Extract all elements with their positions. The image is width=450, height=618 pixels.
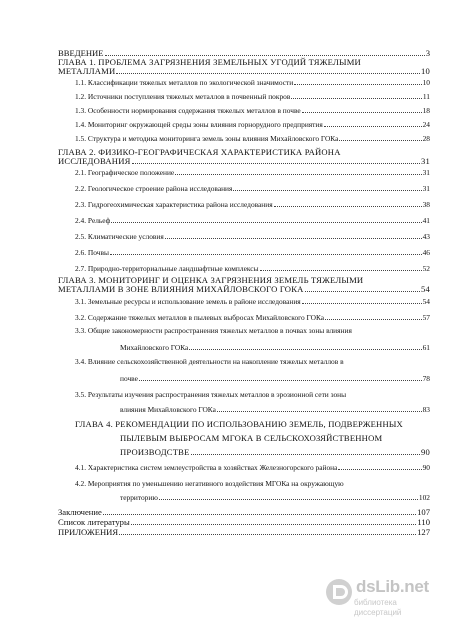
toc-entry-ch4: ПРОИЗВОДСТВЕ 90: [120, 447, 430, 457]
toc-entry-1-4: 1.4. Мониторинг окружающей среды зоны влияния горнорудного предприятия 24: [75, 120, 430, 129]
toc-entry-1-3: 1.3. Особенности нормирования содержания тяжелых металлов в почве 18: [75, 106, 430, 115]
toc-entry-2-7: 2.7. Природно-территориальные ландшафтные комплексы 52: [75, 264, 430, 273]
toc-entry-3-5-line1: 3.5. Результаты изучения распространения тяжелых металлов в эрозионной сети зоны: [75, 390, 347, 399]
toc-entry-1-5: 1.5. Структура и методика мониторинга земель зоны влияния Михайловского ГОКа 28: [75, 134, 430, 143]
toc-entry-3-5: влияния Михайловского ГОКа 83: [120, 405, 430, 414]
chapter-3-heading: ГЛАВА 3. МОНИТОРИНГ И ОЦЕНКА ЗАГРЯЗНЕНИЯ ЗЕМЕЛЬ ТЯЖЕЛЫМИ: [58, 275, 364, 285]
toc-entry-appendices: ПРИЛОЖЕНИЯ 127: [58, 527, 430, 537]
toc-entry-2-5: 2.5. Климатические условия 43: [75, 232, 430, 241]
toc-entry-4-1: 4.1. Характеристика систем землеустройства в хозяйствах Железногорского района 90: [75, 463, 430, 472]
toc-entry-3-4: почве 78: [120, 374, 430, 383]
toc-entry-ch3: МЕТАЛЛАМИ В ЗОНЕ ВЛИЯНИЯ МИХАЙЛОВСКОГО ГОКА 54: [58, 284, 430, 294]
chapter-4-heading-line1: ГЛАВА 4. РЕКОМЕНДАЦИИ ПО ИСПОЛЬЗОВАНИЮ ЗЕМЕЛЬ, ПОДВЕРЖЕННЫХ: [75, 419, 403, 429]
watermark: [324, 577, 444, 617]
toc-entry-conclusion: Заключение 107: [58, 507, 430, 517]
toc-entry-2-2: 2.2. Геологическое строение района исследования 31: [75, 184, 430, 193]
toc-entry-3-1: 3.1. Земельные ресурсы и использование земель в районе исследования 54: [75, 297, 430, 306]
toc-entry-2-6: 2.6. Почвы 46: [75, 248, 430, 257]
watermark-subtitle: библиотека диссертаций: [354, 598, 402, 617]
toc-entry-2-4: 2.4. Рельеф 41: [75, 216, 430, 225]
toc-title: ВВЕДЕНИЕ: [58, 49, 104, 58]
watermark-name: dsLib.net: [356, 577, 429, 596]
chapter-2-heading: ГЛАВА 2. ФИЗИКО-ГЕОГРАФИЧЕСКАЯ ХАРАКТЕРИСТИКА РАЙОНА: [58, 147, 341, 157]
toc-entry-1-2: 1.2. Источники поступления тяжелых металлов в почвенный покров 11: [75, 92, 430, 101]
toc-page: 3: [425, 48, 430, 58]
toc-entry-2-3: 2.3. Гидрогеохимическая характеристика района исследования 38: [75, 200, 430, 209]
toc-entry-references: Список литературы 110: [58, 517, 430, 527]
chapter-4-heading-line2: ПЫЛЕВЫМ ВЫБРОСАМ МГОКА В СЕЛЬСКОХОЗЯЙСТВЕННОМ: [120, 433, 383, 443]
toc-entry-ch2: ИССЛЕДОВАНИЯ 31: [58, 156, 430, 166]
dslib-logo-icon: [324, 577, 354, 607]
toc-entry-ch1: МЕТАЛЛАМИ 10: [58, 66, 430, 76]
toc-entry-3-2: 3.2. Содержание тяжелых металлов в пылевых выбросах Михайловского ГОКа 57: [75, 313, 430, 322]
toc-entry-4-2: территорию 102: [120, 493, 430, 502]
toc-entry-4-2-line1: 4.2. Мероприятия по уменьшению негативного воздействия МГОКа на окружающую: [75, 479, 344, 488]
toc-entry-3-4-line1: 3.4. Влияние сельскохозяйственной деятельности на накопление тяжелых металлов в: [75, 357, 344, 366]
toc-entry-3-3: Михайловского ГОКа 61: [120, 343, 430, 352]
toc-entry-3-3-line1: 3.3. Общие закономерности распространения тяжелых металлов в почвах зоны влияния: [75, 326, 352, 335]
toc-entry-1-1: 1.1. Классификации тяжелых металлов по экологической значимости 10: [75, 78, 430, 87]
toc-entry-2-1: 2.1. Географическое положение 31: [75, 168, 430, 177]
chapter-1-heading: ГЛАВА 1. ПРОБЛЕМА ЗАГРЯЗНЕНИЯ ЗЕМЕЛЬНЫХ УГОДИЙ ТЯЖЕЛЫМИ: [58, 57, 361, 67]
